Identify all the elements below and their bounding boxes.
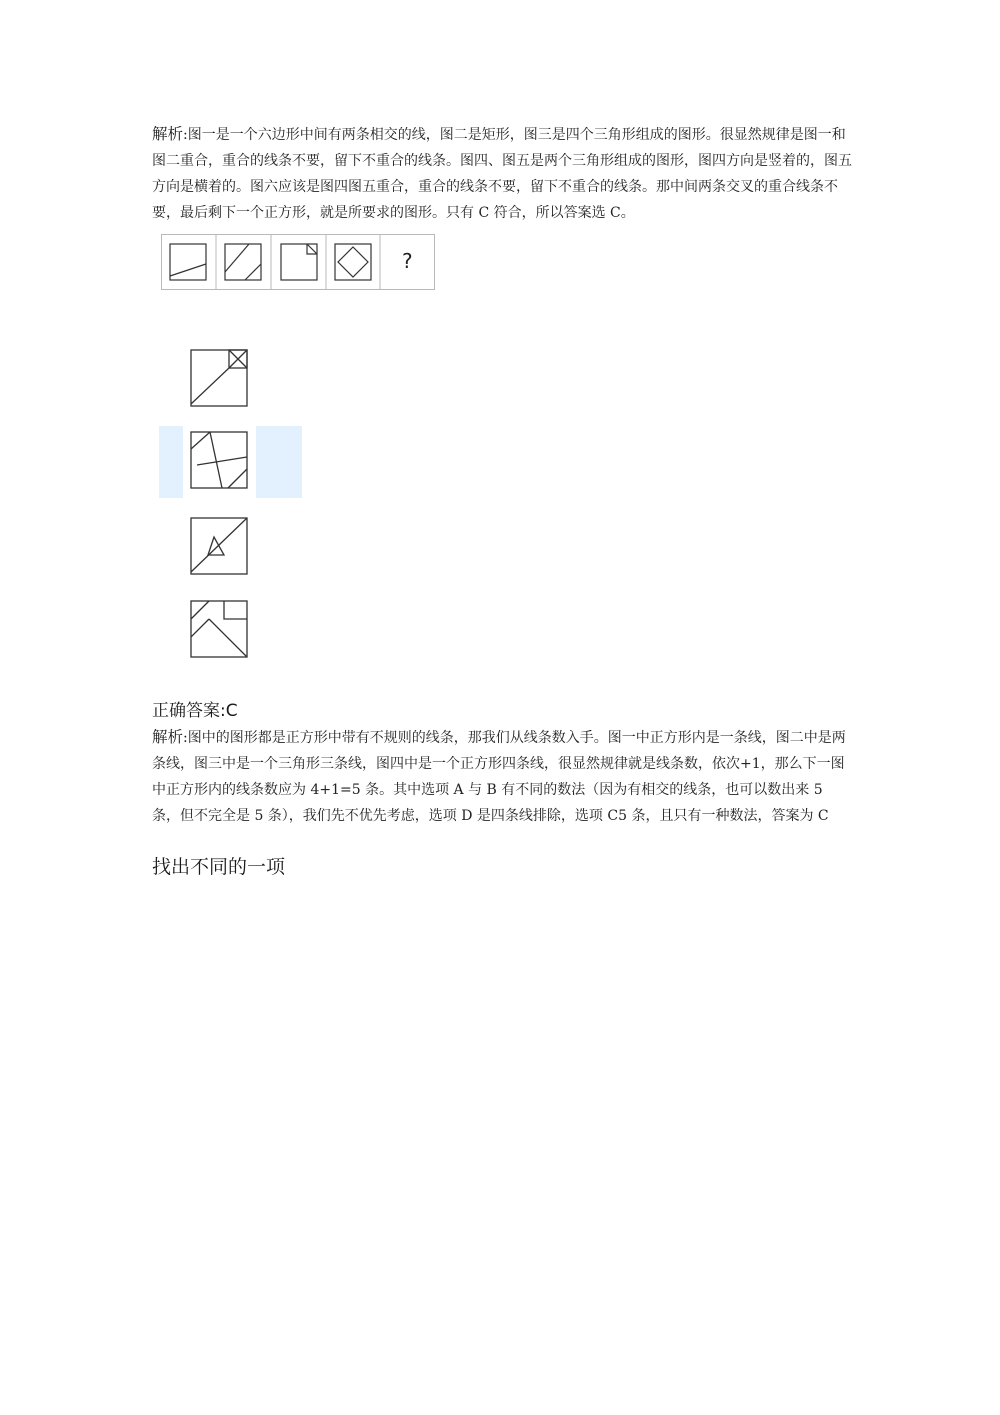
option-highlight-left: [159, 426, 183, 498]
option-d[interactable]: [188, 598, 250, 660]
sequence-frame: [162, 235, 435, 290]
sequence-figure-3: [281, 244, 317, 280]
option-c[interactable]: [188, 515, 250, 577]
analysis-text-2: :图中的图形都是正方形中带有不规则的线条，那我们从线条数入手。图一中正方形内是一条线，图二中是两条线，图三中是一个三角形三条线，图四中是一个正方形四条线，很显然规律就是线条数，依次+1，那么下一图中正方形内的线条数应为 4+1=5 条。其中选项 A 与 B 有不同的数法（因为有相交的线条，也可以数出来 5 条，但不完全是 5 条），我们先不优先考虑，选项 D 是四条线排除，选项 C5 条，且只有一种数法，答案为 C: [152, 730, 846, 824]
option-a-figure: [188, 347, 250, 409]
question-mark: ?: [402, 249, 413, 273]
option-a[interactable]: [188, 347, 250, 409]
figure-sequence-svg: [161, 234, 437, 291]
option-b[interactable]: [188, 429, 250, 491]
sequence-figure-2: [225, 244, 261, 280]
analysis-paragraph-2: [152, 724, 852, 829]
option-d-figure: [188, 598, 250, 660]
option-b-figure: [188, 429, 250, 491]
sequence-figure-1: [170, 244, 206, 280]
sequence-figure-4: [335, 244, 371, 280]
next-question-title: 找出不同的一项: [152, 856, 286, 878]
option-c-figure: [188, 515, 250, 577]
analysis-label-2: 解析: [152, 728, 184, 746]
option-highlight-right: [256, 426, 302, 498]
analysis-paragraph-1: [152, 121, 852, 226]
figure-sequence: [161, 234, 437, 291]
analysis-label: 解析: [152, 125, 184, 143]
analysis-text: :图一是一个六边形中间有两条相交的线，图二是矩形，图三是四个三角形组成的图形。很显然规律是图一和图二重合，重合的线条不要，留下不重合的线条。图四、图五是两个三角形组成的图形，图四方向是竖着的，图五方向是横着的。图六应该是图四图五重合，重合的线条不要，留下不重合的线条。那中间两条交叉的重合线条不要，最后剩下一个正方形，就是所要求的图形。只有 C 符合，所以答案选 C。: [152, 127, 852, 221]
correct-answer: 正确答案:C: [152, 701, 238, 721]
